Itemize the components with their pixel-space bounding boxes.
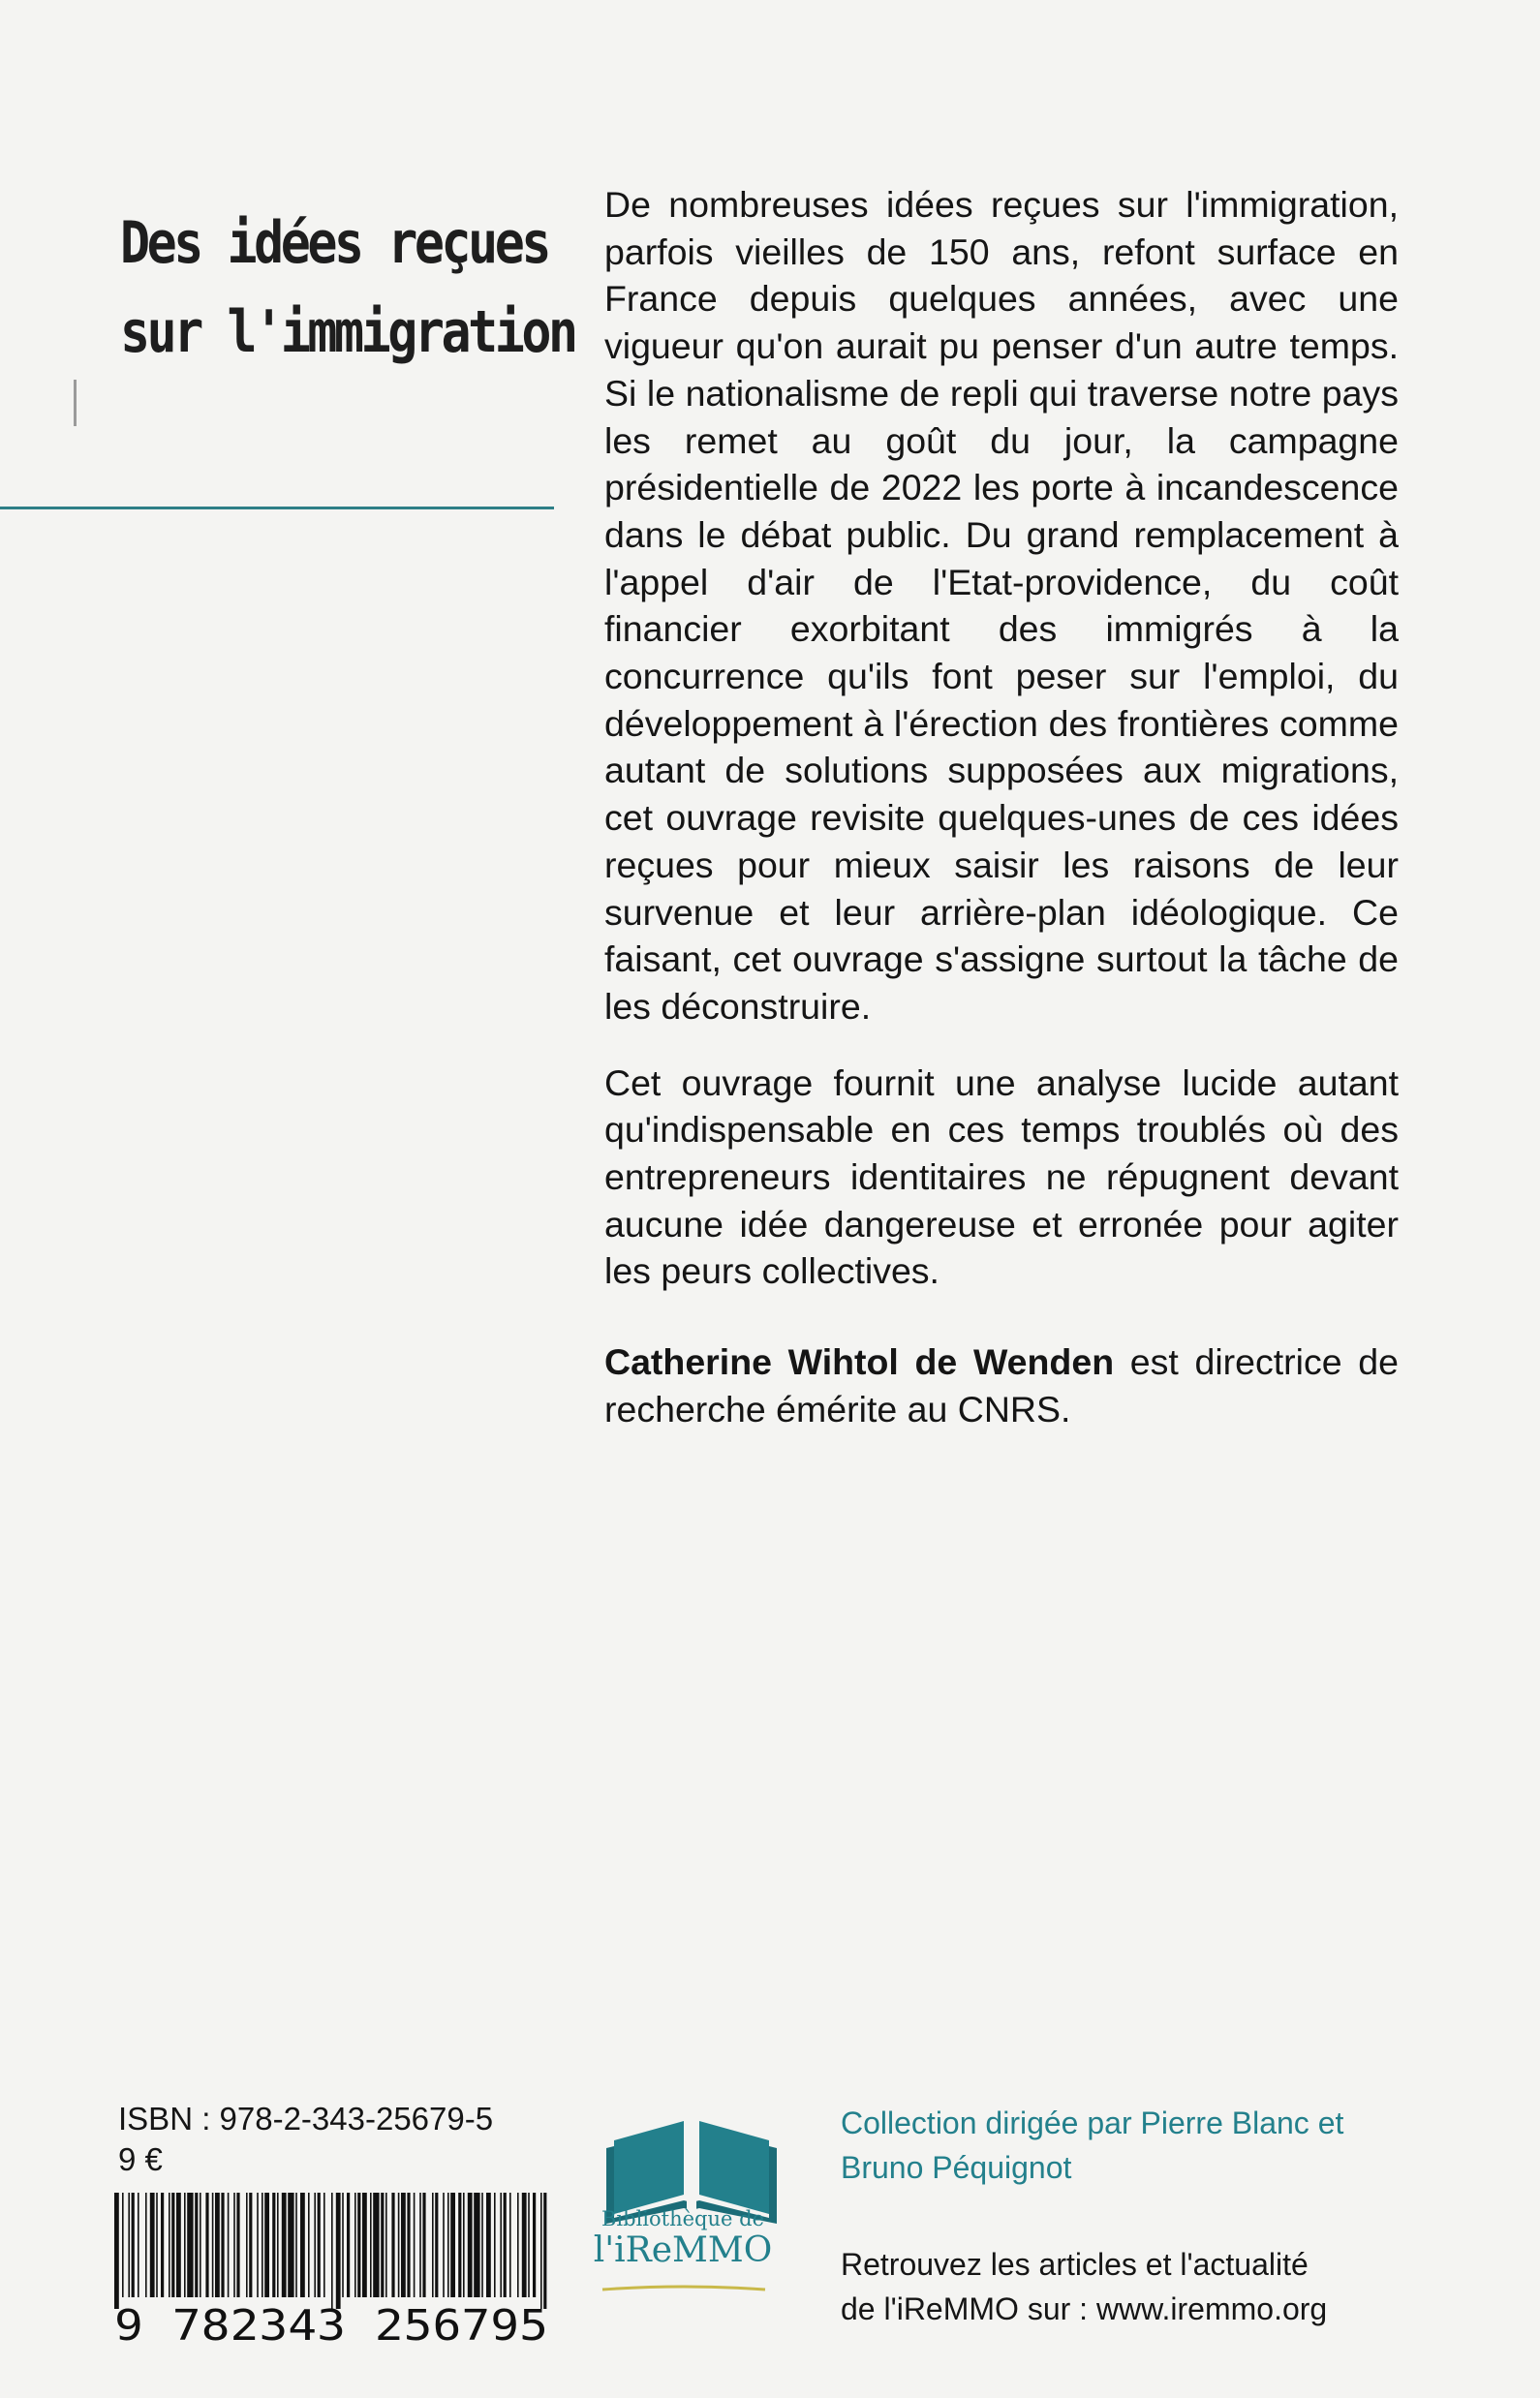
barcode-bar xyxy=(450,2193,455,2297)
barcode-bar xyxy=(150,2193,155,2297)
website-line-2: de l'iReMMO sur : www.iremmo.org xyxy=(841,2291,1328,2326)
barcode-bar xyxy=(533,2193,536,2297)
isbn-number: ISBN : 978-2-343-25679-5 xyxy=(118,2101,494,2137)
logo-line-1: Bibliothèque de xyxy=(601,2207,764,2230)
barcode-bar xyxy=(494,2193,496,2297)
decorative-mark xyxy=(74,380,77,426)
barcode-bar xyxy=(249,2193,252,2297)
barcode-bar xyxy=(215,2193,220,2297)
website-info xyxy=(841,2242,1383,2331)
logo-underline xyxy=(593,2284,775,2293)
barcode-bar xyxy=(540,2193,542,2309)
author-bio-text: est directrice de recherche émérite au CNRS. xyxy=(604,1341,1399,1430)
barcode-bar xyxy=(347,2193,350,2297)
barcode-bar xyxy=(481,2193,483,2297)
barcode-bar xyxy=(282,2193,287,2297)
book-title-line-2: sur l'immigration xyxy=(120,298,575,366)
barcode xyxy=(112,2193,551,2346)
accent-rule xyxy=(0,507,554,509)
barcode-bar xyxy=(509,2193,511,2297)
barcode-bar xyxy=(463,2193,465,2297)
barcode-bar xyxy=(318,2193,321,2297)
barcode-bar xyxy=(522,2193,527,2297)
iremmo-logo-text xyxy=(581,2206,785,2270)
description-paragraph-1: De nombreuses idées reçues sur l'immigration, parfois vieilles de 150 ans, refont surface en France depuis quelques années, avec une vigueur qu'on aurait pu penser d'un autre temps. Si le nationalisme de repli qui traverse notre pays les remet au goût du jour, la campagne présidentielle de 2022 les porte à incandescence dans le débat public. Du grand remplacement à l'appel d'air de l'Etat-providence, du coût financier exorbitant des immigrés à la concurrence qu'ils font peser sur l'emploi, du développement à l'érection des frontières comme autant de solutions supposées aux migrations, cet ouvrage revisite quelques-unes de ces idées reçues pour mieux saisir les raisons de leur survenue et leur arrière-plan idéologique. Ce faisant, cet ouvrage s'assigne surtout la tâche de les déconstruire. xyxy=(604,184,1399,1027)
barcode-bar xyxy=(128,2193,130,2297)
barcode-bar xyxy=(486,2193,491,2297)
collection-line-1: Collection dirigée par Pierre Blanc et xyxy=(841,2106,1344,2140)
barcode-bar xyxy=(161,2193,164,2297)
barcode-bar xyxy=(171,2193,174,2297)
barcode-bar xyxy=(528,2193,530,2297)
barcode-bar xyxy=(354,2193,356,2297)
barcode-bar xyxy=(391,2193,394,2297)
barcode-bar xyxy=(342,2193,344,2297)
barcode-bar xyxy=(132,2193,135,2297)
price: 9 € xyxy=(118,2141,163,2177)
logo-line-2: l'iReMMO xyxy=(593,2230,773,2270)
barcode-bar xyxy=(435,2193,438,2297)
barcode-bar xyxy=(500,2193,502,2297)
barcode-bar xyxy=(308,2193,310,2297)
barcode-bar xyxy=(228,2193,230,2297)
barcode-bar xyxy=(314,2193,316,2297)
barcode-bar xyxy=(474,2193,479,2297)
barcode-bar xyxy=(176,2193,181,2297)
book-title-line-1: Des idées reçues xyxy=(120,209,549,277)
barcode-bar xyxy=(543,2193,546,2309)
barcode-bar xyxy=(288,2193,293,2297)
author-name: Catherine Wihtol de Wenden xyxy=(604,1341,1115,1383)
barcode-bar xyxy=(336,2193,341,2309)
barcode-bar xyxy=(233,2193,235,2297)
barcode-bar xyxy=(221,2193,224,2297)
barcode-bar xyxy=(458,2193,461,2297)
barcode-bar xyxy=(414,2193,416,2297)
description-paragraph-2: Cet ouvrage fournit une analyse lucide autant qu'indispensable en ces temps troublés où des entrepreneurs identitaires ne répugnent devant aucune idée dangereuse et erronée pour agiter les peurs collectives. xyxy=(604,1061,1399,1292)
barcode-bar xyxy=(122,2193,124,2297)
barcode-bar xyxy=(264,2193,269,2297)
collection-credit xyxy=(841,2101,1383,2190)
barcode-bar xyxy=(443,2193,445,2297)
barcode-bar xyxy=(114,2193,119,2309)
barcode-bar xyxy=(432,2193,434,2297)
barcode-bar xyxy=(277,2193,279,2297)
barcode-bar xyxy=(184,2193,186,2297)
barcode-bar xyxy=(401,2193,406,2297)
barcode-bar xyxy=(257,2193,259,2297)
barcode-bar xyxy=(419,2193,421,2297)
barcode-bar xyxy=(145,2193,147,2297)
barcode-bar xyxy=(468,2193,473,2297)
barcode-bar xyxy=(246,2193,248,2297)
barcode-bar xyxy=(300,2193,305,2297)
barcode-bar xyxy=(200,2193,201,2297)
barcode-bar xyxy=(272,2193,275,2297)
barcode-bar xyxy=(262,2193,263,2297)
collection-line-2: Bruno Péquignot xyxy=(841,2150,1072,2185)
barcode-digits: 9 782343 256795 xyxy=(114,2301,548,2346)
back-cover-description xyxy=(604,181,1399,1462)
barcode-bar xyxy=(195,2193,198,2297)
barcode-bar xyxy=(370,2193,372,2297)
barcode-bar xyxy=(187,2193,193,2297)
author-bio xyxy=(604,1338,1399,1432)
barcode-bar xyxy=(169,2193,170,2297)
barcode-bar xyxy=(407,2193,410,2297)
barcode-bar xyxy=(381,2193,384,2297)
barcode-bar xyxy=(205,2193,208,2297)
barcode-bar xyxy=(212,2193,214,2297)
barcode-bar xyxy=(331,2193,333,2309)
barcode-bar xyxy=(517,2193,519,2297)
barcode-bar xyxy=(138,2193,139,2297)
barcode-bar xyxy=(357,2193,360,2297)
barcode-bar xyxy=(295,2193,297,2297)
barcode-bar xyxy=(504,2193,507,2297)
barcode-bar xyxy=(236,2193,239,2297)
barcode-bar xyxy=(385,2193,387,2297)
book-title xyxy=(120,199,575,377)
barcode-bar xyxy=(156,2193,158,2297)
isbn-block xyxy=(118,2099,493,2180)
barcode-bar xyxy=(373,2193,379,2297)
barcode-bar xyxy=(398,2193,400,2297)
barcode-bar xyxy=(362,2193,367,2297)
barcode-bar xyxy=(323,2193,325,2297)
website-line-1: Retrouvez les articles et l'actualité xyxy=(841,2247,1309,2282)
barcode-bar xyxy=(422,2193,425,2297)
barcode-bar xyxy=(447,2193,449,2297)
